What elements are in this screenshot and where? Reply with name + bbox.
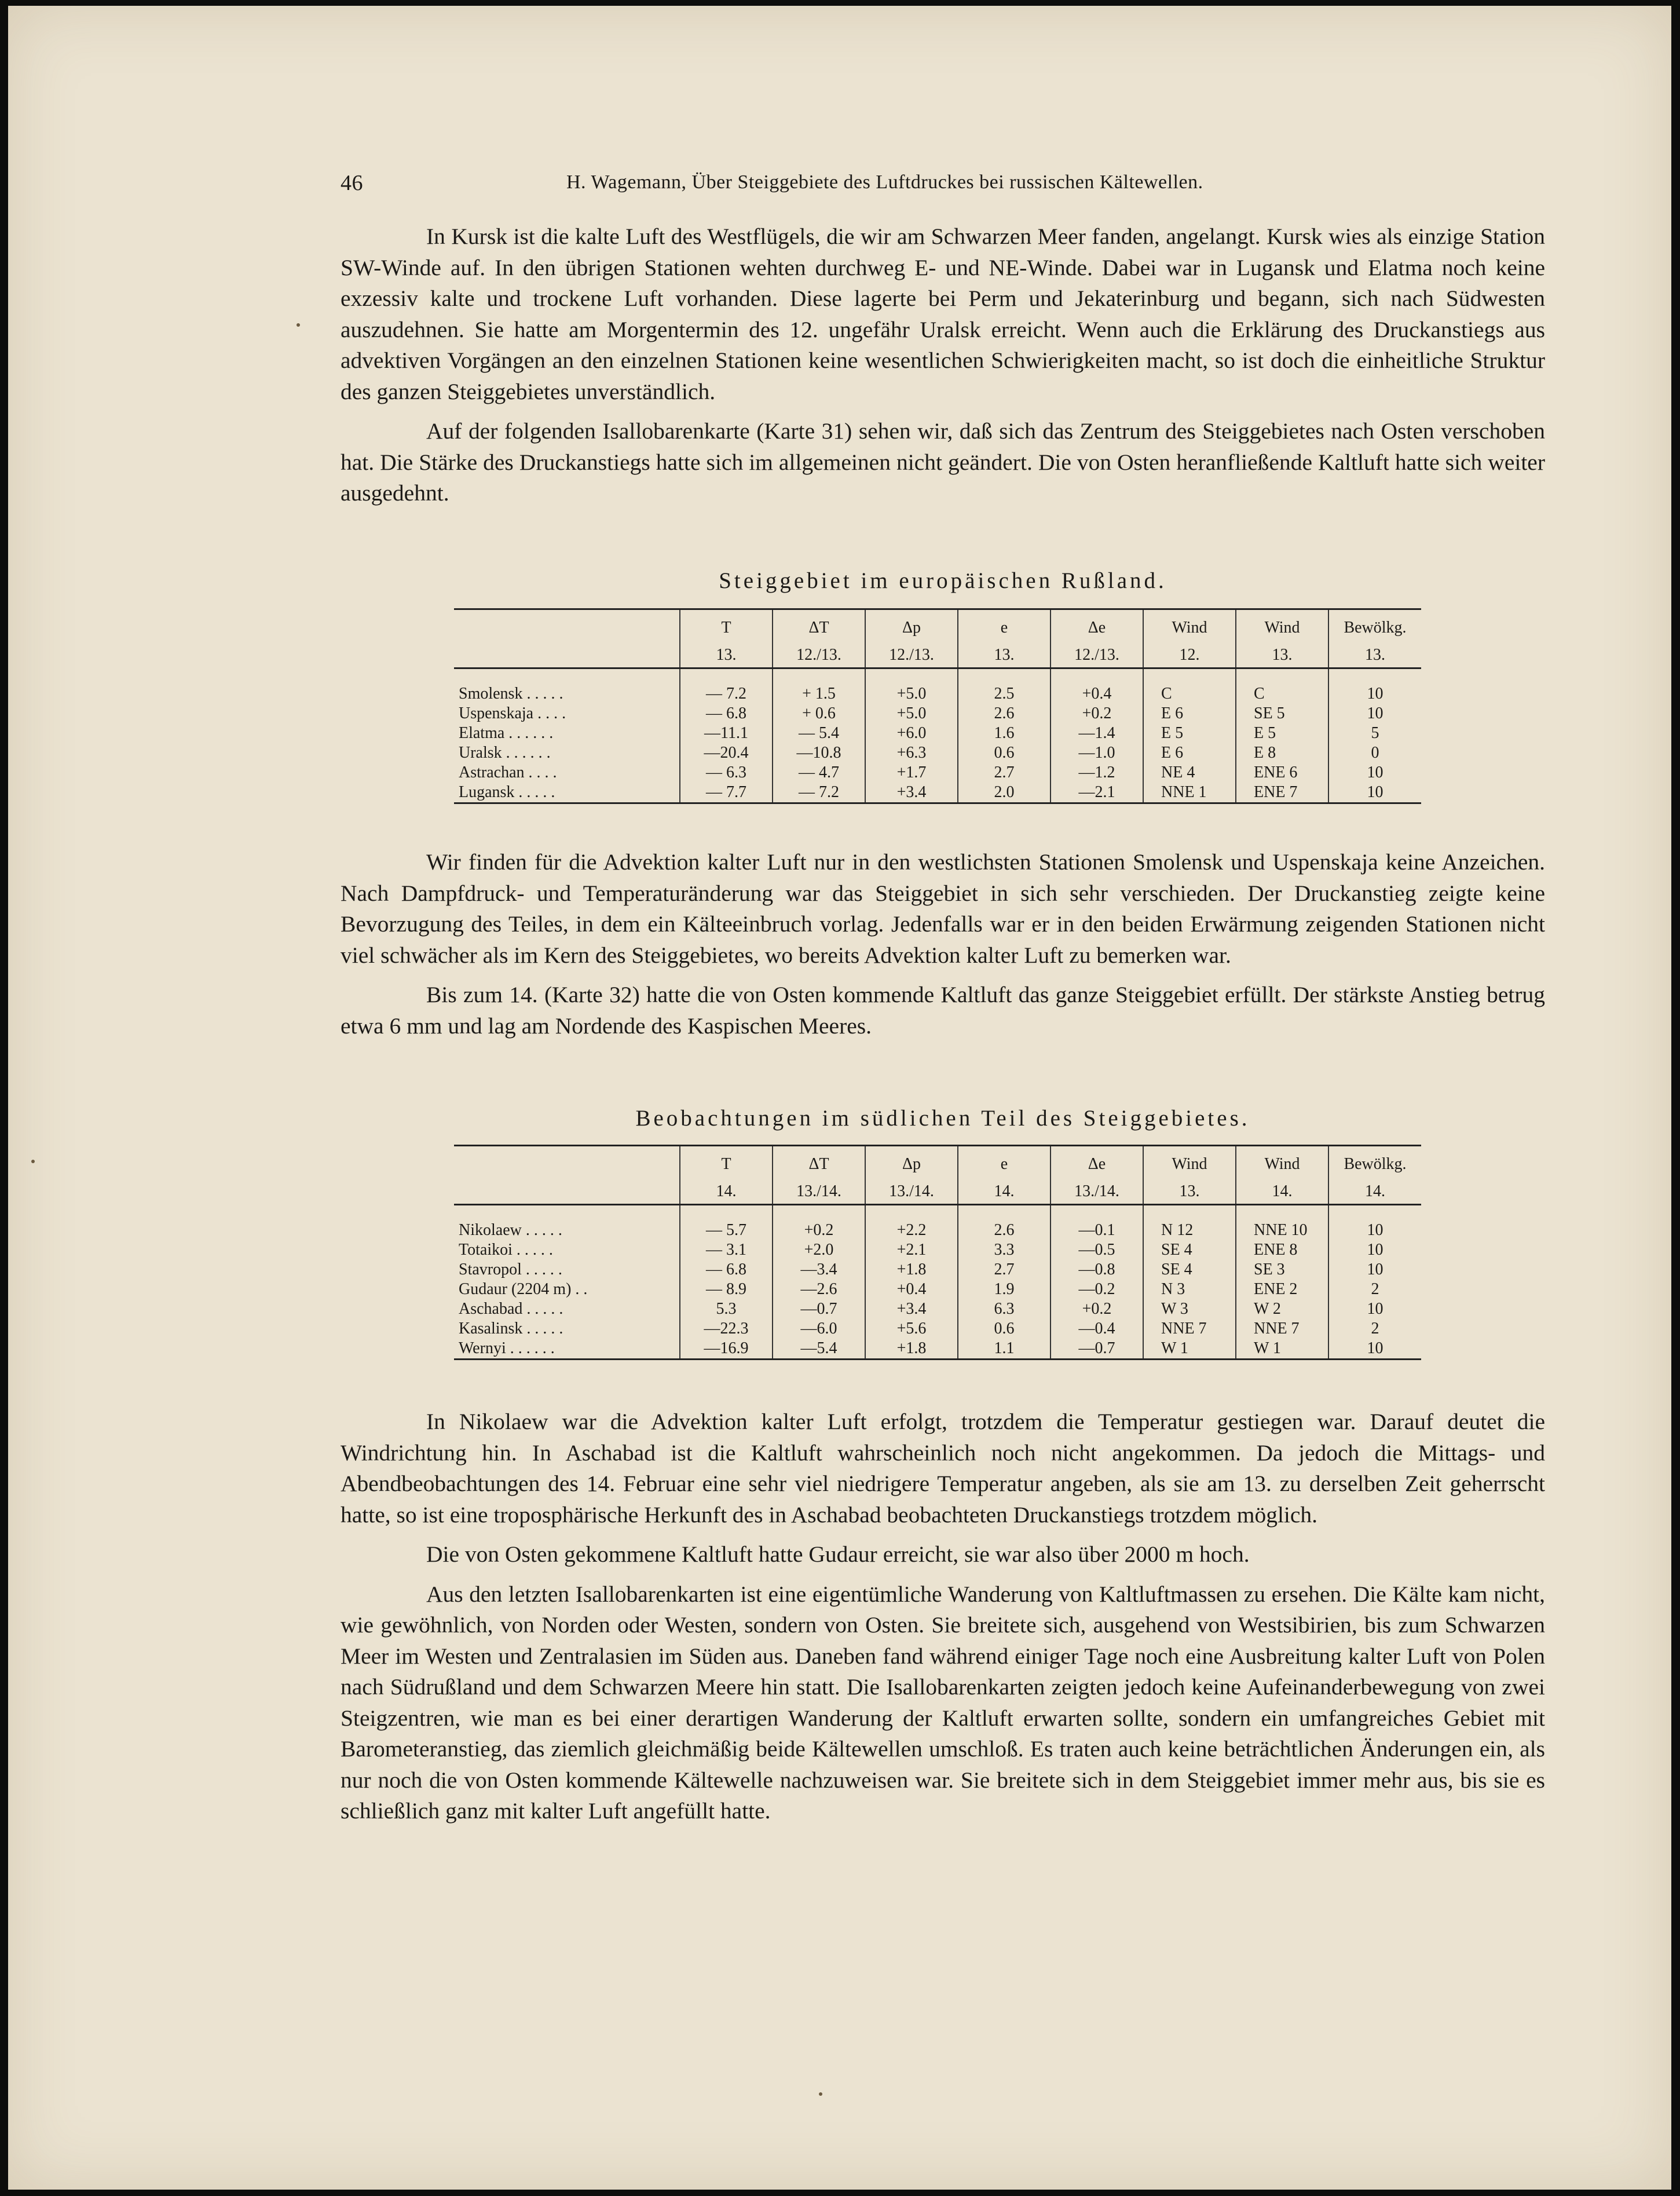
table1-header-wind-b: Wind <box>1236 609 1328 644</box>
table1-cell: 2.5 <box>958 684 1051 704</box>
table2-header-dp: Δp <box>865 1146 958 1180</box>
table2-cell: —0.2 <box>1051 1280 1143 1299</box>
table2-cell: 6.3 <box>958 1299 1051 1319</box>
table1-cell: NNE 1 <box>1143 783 1236 803</box>
table1-body <box>454 668 1421 803</box>
table2-cell: +2.2 <box>865 1221 958 1240</box>
table1-header-dp: Δp <box>865 609 958 644</box>
table2-header-de: Δe <box>1051 1146 1143 1180</box>
table1-cell: +1.7 <box>865 763 958 783</box>
table1-header-dt: ΔT <box>773 609 865 644</box>
table-row <box>454 1240 1421 1260</box>
closing-text <box>341 1406 1545 1827</box>
table-row <box>454 763 1421 783</box>
table2-cell: +1.8 <box>865 1260 958 1280</box>
table2-header-dt: ΔT <box>773 1146 865 1180</box>
table2-subheader: 14. <box>958 1179 1051 1205</box>
table1-cell: +6.0 <box>865 724 958 743</box>
table1-cell: 2.7 <box>958 763 1051 783</box>
table2-subheader: 14. <box>1328 1179 1421 1205</box>
table2-cell: +1.8 <box>865 1339 958 1360</box>
table1-header-de: Δe <box>1051 609 1143 644</box>
table2-cell: 2.7 <box>958 1260 1051 1280</box>
table2-subheader: 13. <box>1143 1179 1236 1205</box>
table2-cell: —2.6 <box>773 1280 865 1299</box>
table1-corner-sub <box>454 643 680 668</box>
table1-cell: E 6 <box>1143 743 1236 763</box>
table2-cell: —0.7 <box>1051 1339 1143 1360</box>
station-name: Gudaur (2204 m) . . <box>459 1280 588 1298</box>
table1-cell: C <box>1236 684 1328 704</box>
table1-cell: 1.6 <box>958 724 1051 743</box>
table1-cell: —10.8 <box>773 743 865 763</box>
table1-cell: 10 <box>1328 763 1421 783</box>
table1-cell: 10 <box>1328 704 1421 724</box>
table1-cell: E 5 <box>1143 724 1236 743</box>
table1-cell: +0.2 <box>1051 704 1143 724</box>
table2-cell: 5.3 <box>680 1299 773 1319</box>
station-name: Uspenskaja . . . . <box>459 704 566 722</box>
paper-speck <box>31 1160 35 1163</box>
paragraph: Die von Osten gekommene Kaltluft hatte Gudaur erreicht, sie war also über 2000 m hoch. <box>426 1541 1250 1567</box>
table2-cell: —5.4 <box>773 1339 865 1360</box>
table-row <box>454 1339 1421 1360</box>
table2-cell: — 8.9 <box>680 1280 773 1299</box>
table2-cell: SE 4 <box>1143 1240 1236 1260</box>
table1-cell: +5.0 <box>865 704 958 724</box>
table1-cell: — 4.7 <box>773 763 865 783</box>
table2-cell: 2.6 <box>958 1221 1051 1240</box>
table-row <box>454 743 1421 763</box>
table1-cell: ENE 7 <box>1236 783 1328 803</box>
table1-cell: —2.1 <box>1051 783 1143 803</box>
table-row <box>454 684 1421 704</box>
table2-cell: W 1 <box>1143 1339 1236 1360</box>
table1-cell: +5.0 <box>865 684 958 704</box>
table1-cell: 0 <box>1328 743 1421 763</box>
table2-header-wind-b: Wind <box>1236 1146 1328 1180</box>
table2-body <box>454 1205 1421 1360</box>
page-number: 46 <box>341 171 363 195</box>
table2-cell: NNE 7 <box>1143 1319 1236 1339</box>
table2-cell: —0.4 <box>1051 1319 1143 1339</box>
table1 <box>454 608 1421 804</box>
table2-cell: —0.5 <box>1051 1240 1143 1260</box>
table1-cell: — 6.3 <box>680 763 773 783</box>
table1-cell: —11.1 <box>680 724 773 743</box>
table2-header-wind-a: Wind <box>1143 1146 1236 1180</box>
table2-cell: 10 <box>1328 1240 1421 1260</box>
table1-subheader: 12. <box>1143 643 1236 668</box>
table2-subheader: 14. <box>680 1179 773 1205</box>
station-name: Stavropol . . . . . <box>459 1260 562 1278</box>
paper-speck <box>297 323 300 327</box>
table-row <box>454 1319 1421 1339</box>
table2-header-cloud: Bewölkg. <box>1328 1146 1421 1180</box>
station-name: Smolensk . . . . . <box>459 685 563 703</box>
table1-cell: 5 <box>1328 724 1421 743</box>
table2-header-t: T <box>680 1146 773 1180</box>
table2-cell: ENE 2 <box>1236 1280 1328 1299</box>
table2-cell: 2 <box>1328 1280 1421 1299</box>
document-page <box>8 6 1671 2190</box>
table2-cell: —0.1 <box>1051 1221 1143 1240</box>
middle-text <box>341 847 1545 1042</box>
table1-cell: 10 <box>1328 684 1421 704</box>
table-row <box>454 1260 1421 1280</box>
table2-cell: SE 3 <box>1236 1260 1328 1280</box>
table2-cell: 2 <box>1328 1319 1421 1339</box>
table1-subheader: 13. <box>1236 643 1328 668</box>
station-name: Lugansk . . . . . <box>454 783 680 803</box>
table2-subheader: 13./14. <box>773 1179 865 1205</box>
paragraph: In Kursk ist die kalte Luft des Westflügels, die wir am Schwarzen Meer fanden, angelangt. Kursk wies als einzige Station SW-Winde auf. In den übrigen Stationen wehten durchweg E- und NE-Winde. Dabei war in Lugansk und Elatma noch keine exzessiv kalte und trockene Luft vorhanden. Diese lagerte bei Perm und Jekaterinburg und begann, sich nach Südwesten auszudehnen. Sie hatte am Morgentermin des 12. ungefähr Uralsk erreicht. Wenn auch die Erklärung des Druckanstiegs aus advektiven Vorgängen an den einzelnen Stationen keine wesentlichen Schwierigkeiten macht, so ist doch die einheitliche Struktur des ganzen Steiggebietes unverständlich. <box>341 224 1545 404</box>
table1-cell: ENE 6 <box>1236 763 1328 783</box>
table2-cell: 10 <box>1328 1299 1421 1319</box>
table2-cell: +0.2 <box>773 1221 865 1240</box>
table1-cell: —20.4 <box>680 743 773 763</box>
table2-caption: Beobachtungen im südlichen Teil des Steiggebietes. <box>635 1106 1250 1131</box>
table1-cell: C <box>1143 684 1236 704</box>
table2-subheader: 13./14. <box>865 1179 958 1205</box>
table-row <box>454 724 1421 743</box>
station-name: Aschabad . . . . . <box>459 1300 563 1318</box>
table2-cell: +2.1 <box>865 1240 958 1260</box>
spacer-row <box>454 1205 1421 1221</box>
table2-cell: ENE 8 <box>1236 1240 1328 1260</box>
table2-header-e: e <box>958 1146 1051 1180</box>
table1-cell: + 1.5 <box>773 684 865 704</box>
table1-subheader: 13. <box>1328 643 1421 668</box>
table2-cell: NNE 7 <box>1236 1319 1328 1339</box>
table2-cell: +5.6 <box>865 1319 958 1339</box>
table2-cell: —22.3 <box>680 1319 773 1339</box>
table1-cell: — 6.8 <box>680 704 773 724</box>
table1-cell: + 0.6 <box>773 704 865 724</box>
table1-cell: +6.3 <box>865 743 958 763</box>
table1-cell: +3.4 <box>865 783 958 803</box>
table1-cell: — 5.4 <box>773 724 865 743</box>
table2-subheader: 13./14. <box>1051 1179 1143 1205</box>
station-name: Kasalinsk . . . . . <box>459 1320 563 1338</box>
page-header <box>341 170 1545 198</box>
table2-cell: W 1 <box>1236 1339 1328 1360</box>
table1-header-wind-a: Wind <box>1143 609 1236 644</box>
station-name: Elatma . . . . . . <box>459 724 554 742</box>
table2-cell: — 6.8 <box>680 1260 773 1280</box>
table2-cell: 10 <box>1328 1339 1421 1360</box>
table2 <box>454 1145 1421 1360</box>
table1-header-t: T <box>680 609 773 644</box>
station-name: Wernyi . . . . . . <box>454 1339 680 1360</box>
table2-cell: — 3.1 <box>680 1240 773 1260</box>
table-row <box>454 1221 1421 1240</box>
paragraph: Auf der folgenden Isallobarenkarte (Karte 31) sehen wir, daß sich das Zentrum des Steiggebietes nach Osten verschoben hat. Die Stärke des Druckanstiegs hatte sich im allgemeinen nicht geändert. Die von Osten heranfließende Kaltluft hatte sich weiter ausgedehnt. <box>341 418 1545 506</box>
running-head: H. Wagemann, Über Steiggebiete des Luftdruckes bei russischen Kältewellen. <box>566 171 1203 193</box>
table-row <box>454 1299 1421 1319</box>
station-name: Uralsk . . . . . . <box>459 744 551 762</box>
table1-subheader: 12./13. <box>773 643 865 668</box>
table-row <box>454 704 1421 724</box>
table1-header-cloud: Bewölkg. <box>1328 609 1421 644</box>
table1-caption: Steiggebiet im europäischen Rußland. <box>719 568 1167 593</box>
spacer-row <box>454 668 1421 685</box>
table2-cell: — 5.7 <box>680 1221 773 1240</box>
table2-cell: 3.3 <box>958 1240 1051 1260</box>
table1-cell: NE 4 <box>1143 763 1236 783</box>
table1-cell: 10 <box>1328 783 1421 803</box>
table2-cell: W 2 <box>1236 1299 1328 1319</box>
table2-cell: —0.7 <box>773 1299 865 1319</box>
table1-cell: — 7.7 <box>680 783 773 803</box>
table2-cell: —16.9 <box>680 1339 773 1360</box>
paper-speck <box>819 2092 822 2096</box>
table2-cell: +2.0 <box>773 1240 865 1260</box>
paragraph: Wir finden für die Advektion kalter Luft nur in den westlichsten Stationen Smolensk und Uspenskaja keine Anzeichen. Nach Dampfdruck- und Temperaturänderung war das Steiggebiet in sich sehr verschieden. Der Druckanstieg zeigte keine Bevorzugung des Teiles, in dem ein Kälteeinbruch vorlag. Jedenfalls war er in den beiden Erwärmung zeigenden Stationen nicht viel schwächer als im Kern des Steiggebietes, wo bereits Advektion kalter Luft zu bemerken war. <box>341 849 1545 968</box>
table2-subheader: 14. <box>1236 1179 1328 1205</box>
paragraph: Bis zum 14. (Karte 32) hatte die von Osten kommende Kaltluft das ganze Steiggebiet erfüllt. Der stärkste Anstieg betrug etwa 6 mm und lag am Nordende des Kaspischen Meeres. <box>341 982 1545 1039</box>
table1-header-e: e <box>958 609 1051 644</box>
station-name: Astrachan . . . . <box>459 763 557 781</box>
table1-cell: 0.6 <box>958 743 1051 763</box>
table1-cell: — 7.2 <box>773 783 865 803</box>
table2-corner-sub <box>454 1179 680 1205</box>
table2-cell: 10 <box>1328 1221 1421 1240</box>
station-name: Totaikoi . . . . . <box>459 1241 553 1259</box>
table1-cell: E 8 <box>1236 743 1328 763</box>
paragraph: Aus den letzten Isallobarenkarten ist eine eigentümliche Wanderung von Kaltluftmassen zu ersehen. Die Kälte kam nicht, wie gewöhnlich, von Norden oder Westen, sondern von Osten. Sie breitete sich, ausgehend von Westsibirien, bis zum Schwarzen Meer im Westen und Zentralasien im Süden aus. Daneben fand während einiger Tage noch eine Ausbreitung kalter Luft von Polen nach Südrußland und dem Schwarzen Meere hin statt. Die Isallobarenkarten zeigten jedoch keine Aufeinanderbewegung von zwei Steigzentren, wie man es bei einer derartigen Wanderung der Kaltluft erwarten sollte, sondern ein umfangreiches Gebiet mit Barometeranstieg, das ziemlich gleichmäßig beide Kältewellen umschloß. Es traten auch keine beträchtlichen Änderungen ein, als nur noch die von Osten kommende Kältewelle nachzuweisen war. Sie breitete sich in dem Steiggebiet immer mehr aus, bis sie es schließlich ganz mit kalter Luft angefüllt hatte. <box>341 1581 1545 1824</box>
table-row <box>454 1280 1421 1299</box>
table1-cell: —1.2 <box>1051 763 1143 783</box>
table2-cell: N 3 <box>1143 1280 1236 1299</box>
table2-cell: +0.4 <box>865 1280 958 1299</box>
table1-cell: — 7.2 <box>680 684 773 704</box>
table1-cell: —1.4 <box>1051 724 1143 743</box>
station-name: Nikolaew . . . . . <box>459 1221 562 1239</box>
table2-cell: —3.4 <box>773 1260 865 1280</box>
table1-subheader: 12./13. <box>1051 643 1143 668</box>
table1-cell: +0.4 <box>1051 684 1143 704</box>
table2-cell: 10 <box>1328 1260 1421 1280</box>
table2-corner <box>454 1146 680 1180</box>
table1-corner <box>454 609 680 644</box>
table1-subheader: 12./13. <box>865 643 958 668</box>
paragraph: In Nikolaew war die Advektion kalter Luft erfolgt, trotzdem die Temperatur gestiegen war. Darauf deutet die Windrichtung hin. In Aschabad ist die Kaltluft wahrscheinlich noch nicht angekommen. Da jedoch die Mittags- und Abendbeobachtungen des 14. Februar eine sehr viel niedrigere Temperatur angeben, als sie am 13. zu derselben Zeit geherrscht hatte, so ist eine troposphärische Herkunft des in Aschabad beobachteten Druckanstiegs trotzdem möglich. <box>341 1409 1545 1528</box>
table2-cell: N 12 <box>1143 1221 1236 1240</box>
table2-cell: SE 4 <box>1143 1260 1236 1280</box>
table2-cell: W 3 <box>1143 1299 1236 1319</box>
intro-text <box>341 221 1545 509</box>
table2-cell: NNE 10 <box>1236 1221 1328 1240</box>
table2-cell: 1.1 <box>958 1339 1051 1360</box>
table1-cell: —1.0 <box>1051 743 1143 763</box>
table2-cell: —0.8 <box>1051 1260 1143 1280</box>
table2-cell: +3.4 <box>865 1299 958 1319</box>
table1-subheader: 13. <box>958 643 1051 668</box>
table-row <box>454 783 1421 803</box>
table2-cell: —6.0 <box>773 1319 865 1339</box>
table1-cell: SE 5 <box>1236 704 1328 724</box>
table2-cell: +0.2 <box>1051 1299 1143 1319</box>
table2-cell: 1.9 <box>958 1280 1051 1299</box>
table1-cell: E 6 <box>1143 704 1236 724</box>
table2-cell: 0.6 <box>958 1319 1051 1339</box>
table1-cell: 2.0 <box>958 783 1051 803</box>
table1-cell: E 5 <box>1236 724 1328 743</box>
table1-cell: 2.6 <box>958 704 1051 724</box>
table1-subheader: 13. <box>680 643 773 668</box>
